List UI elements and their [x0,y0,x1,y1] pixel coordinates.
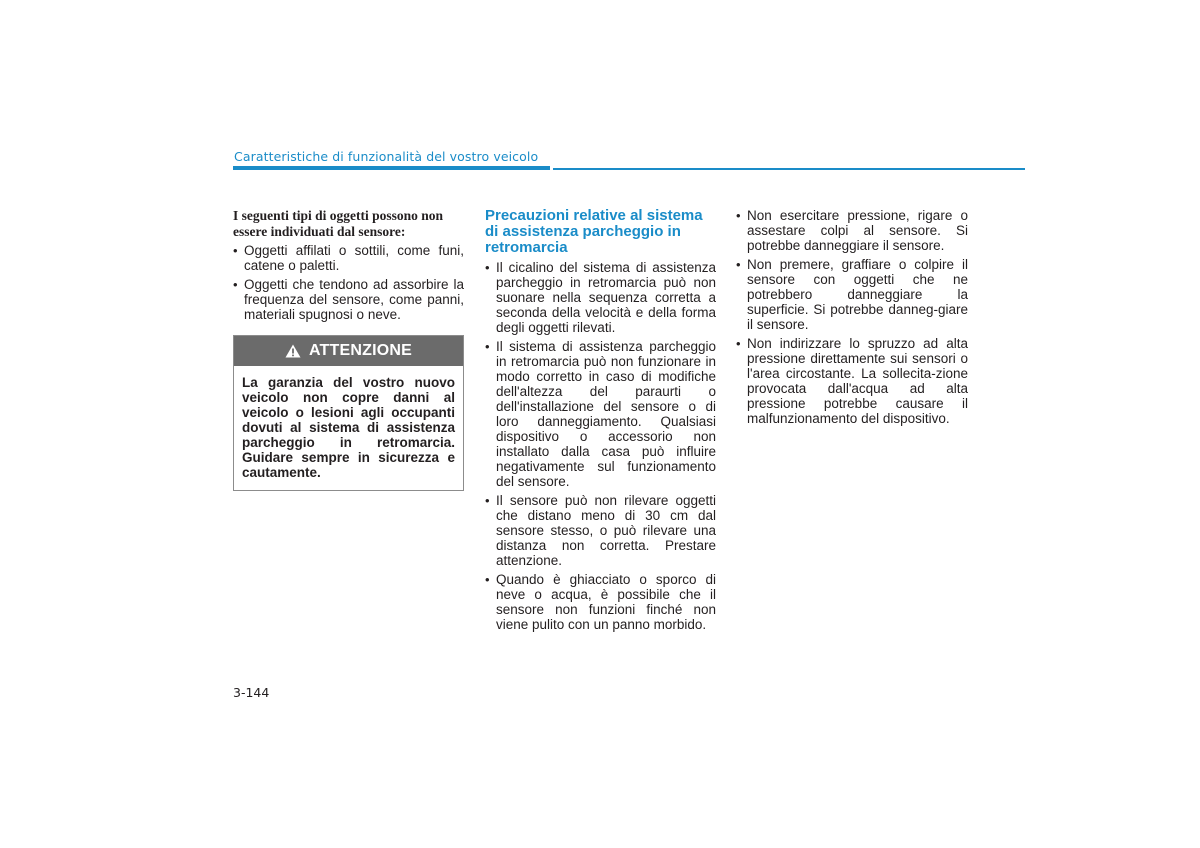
precautions-title: Precauzioni relative al sistema di assistenza parcheggio in retromarcia [485,207,703,256]
list-item: • Oggetti affilati o sottili, come funi, catene o paletti. [233,243,464,273]
list-item: • Il cicalino del sistema di assistenza parcheggio in retromarcia può non suonare nella sequenza corretta a seconda della velocità e della forma degli oggetti rilevati. [485,260,716,335]
list-item: • Non indirizzare lo spruzzo ad alta pressione direttamente sui sensori o l'area circostante. La sollecita-zione provocata dall'acqua ad alta pressione potrebbe causare il malfunzionamento del dispositivo. [736,336,968,426]
warning-triangle-icon [285,344,301,358]
sensor-care-list [736,208,968,426]
list-item: • Il sensore può non rilevare oggetti che distano meno di 30 cm dal sensore stesso, o può rilevare una distanza non corretta. Prestare attenzione. [485,493,716,568]
column-2 [485,208,716,636]
undetectable-objects-list [233,243,464,322]
list-item: • Il sistema di assistenza parcheggio in retromarcia può non funzionare in modo corretto in caso di modifiche dell'altezza del paraurti o dell'installazione del sensore o di loro danneggiamento. Qualsiasi dispositivo o accessorio non installato dalla casa può influire negativamente sul funzionamento del sensore. [485,339,716,489]
page-number: 3-144 [233,685,270,700]
section-header-title: Caratteristiche di funzionalità del vostro veicolo [234,149,539,164]
warning-label: ATTENZIONE [308,342,413,359]
list-item: • Quando è ghiacciato o sporco di neve o acqua, è possibile che il sensore non funzioni finché non viene pulito con un panno morbido. [485,572,716,632]
warning-text: La garanzia del vostro nuovo veicolo non copre danni al veicolo o lesioni agli occupanti dovuti al sistema di assistenza parcheggio in retromarcia. Guidare sempre in sicurezza e cautamente. [242,375,455,480]
list-item: • Oggetti che tendono ad assorbire la frequenza del sensore, come panni, materiali spugnosi o neve. [233,277,464,322]
list-item: • Non premere, graffiare o colpire il sensore con oggetti che ne potrebbero danneggiare la superficie. Si potrebbe danneg-giare il sensore. [736,257,968,332]
header-rule-thick [233,166,550,170]
column-1 [233,208,464,491]
list-item: • Non esercitare pressione, rigare o assestare colpi al sensore. Si potrebbe danneggiare il sensore. [736,208,968,253]
precautions-list [485,260,716,632]
column-3 [736,208,968,430]
undetectable-objects-intro: I seguenti tipi di oggetti possono non essere individuati dal sensore: [233,208,444,239]
warning-box [233,335,464,491]
warning-header [234,336,463,366]
header-rule-thin [553,168,1025,170]
